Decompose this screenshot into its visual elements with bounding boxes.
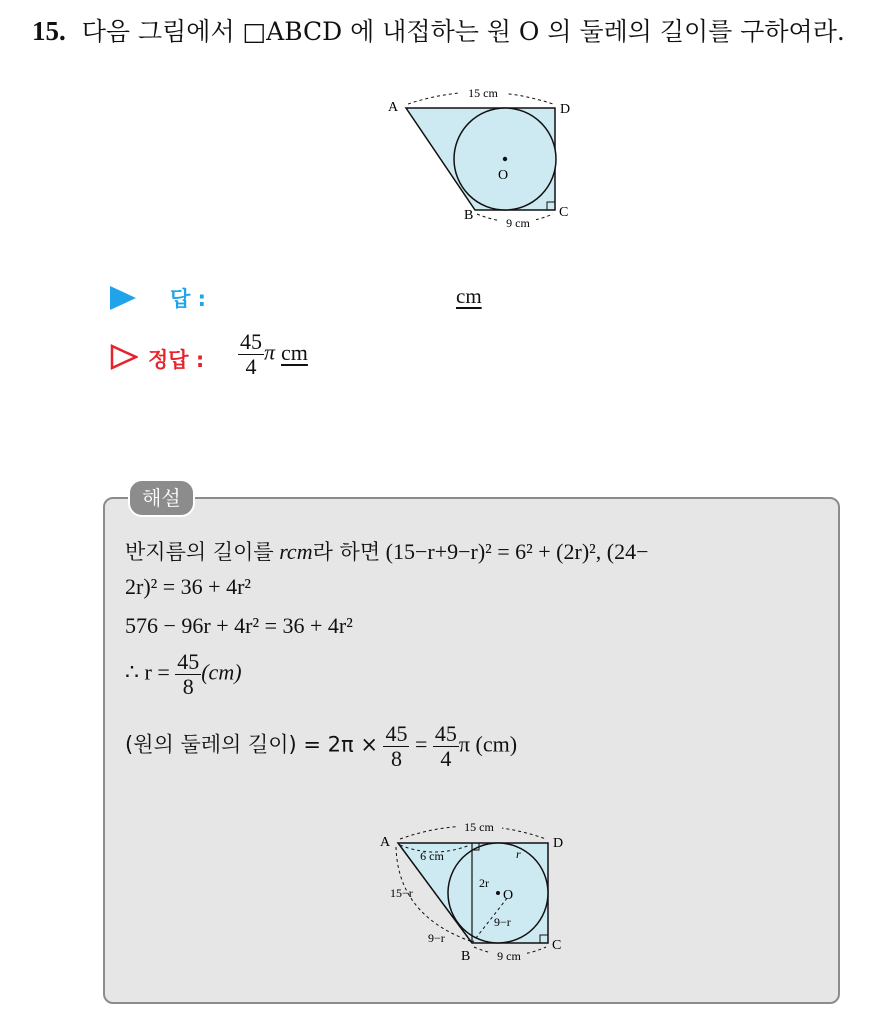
two-r-label: 2r	[479, 876, 489, 890]
solution-text: 반지름의 길이를	[125, 540, 274, 564]
play-icon	[110, 286, 136, 310]
solution-expression: ∴ r =	[125, 659, 170, 685]
fraction-denominator: 4	[245, 354, 257, 380]
pi-symbol: π	[264, 339, 276, 365]
label-O: O	[498, 168, 509, 183]
fraction-numerator: 45	[385, 721, 408, 746]
solution-line-5	[125, 722, 517, 771]
center-point	[503, 157, 507, 161]
solution-fraction	[433, 722, 459, 771]
correct-answer-row	[110, 330, 510, 400]
solution-unit: π (cm)	[458, 731, 518, 757]
solution-figure	[376, 815, 576, 970]
answer-label: 답 :	[170, 287, 206, 311]
question-number: 15.	[32, 16, 66, 46]
top-length-label: 15 cm	[468, 86, 498, 100]
solution-line-1	[125, 536, 648, 566]
label-C: C	[559, 205, 569, 220]
solution-expression: (15−r+9−r)² = 6² + (2r)², (24−	[385, 539, 649, 564]
top-length-label: 15 cm	[464, 820, 494, 834]
solution-fraction	[383, 722, 409, 771]
six-cm-label: 6 cm	[420, 849, 444, 863]
correct-fraction	[238, 330, 264, 379]
fraction-denominator: 8	[390, 746, 402, 772]
center-point	[496, 891, 500, 895]
bottom-length-label: 9 cm	[506, 216, 530, 230]
nine-minus-r-inner-label: 9−r	[494, 915, 511, 929]
fraction-numerator: 45	[434, 721, 457, 746]
nine-minus-r-left-label: 9−r	[428, 931, 445, 945]
label-C: C	[552, 938, 562, 953]
answer-row	[110, 282, 530, 316]
label-B: B	[461, 949, 471, 964]
fraction-denominator: 8	[182, 674, 194, 700]
bottom-length-label: 9 cm	[497, 949, 521, 963]
label-O: O	[503, 888, 514, 903]
correct-label: 정답 :	[148, 348, 205, 372]
solution-variable: rcm	[279, 539, 313, 564]
correct-value	[238, 330, 308, 379]
trapezoid-figure	[380, 82, 590, 232]
label-A: A	[388, 100, 399, 115]
fraction-numerator: 45	[177, 649, 200, 674]
solution-line-4	[125, 650, 242, 699]
label-A: A	[380, 835, 391, 850]
fraction-numerator: 45	[240, 329, 262, 354]
correct-unit: cm	[281, 339, 308, 365]
fraction-denominator: 4	[440, 746, 452, 772]
fifteen-minus-r-label: 15−r	[390, 886, 413, 900]
label-D: D	[553, 836, 564, 851]
solution-text: (원의 둘레의 길이) = 2π ×	[125, 732, 378, 757]
r-label: r	[516, 847, 521, 861]
question-header	[32, 12, 845, 48]
solution-text: 라 하면	[312, 540, 381, 564]
label-B: B	[464, 208, 474, 223]
answer-unit: cm	[456, 284, 482, 308]
label-D: D	[560, 102, 571, 117]
solution-fraction	[175, 650, 201, 699]
question-text: 다음 그림에서 □ABCD 에 내접하는 원 O 의 둘레의 길이를 구하여라.	[81, 17, 845, 46]
solution-unit: (cm)	[201, 659, 242, 685]
solution-line-2: 2r)² = 36 + 4r²	[125, 574, 251, 599]
equals-sign: =	[414, 731, 428, 757]
solution-line-3: 576 − 96r + 4r² = 36 + 4r²	[125, 613, 353, 638]
triangle-outline-icon	[110, 344, 138, 370]
solution-tab: 해설	[128, 479, 195, 517]
